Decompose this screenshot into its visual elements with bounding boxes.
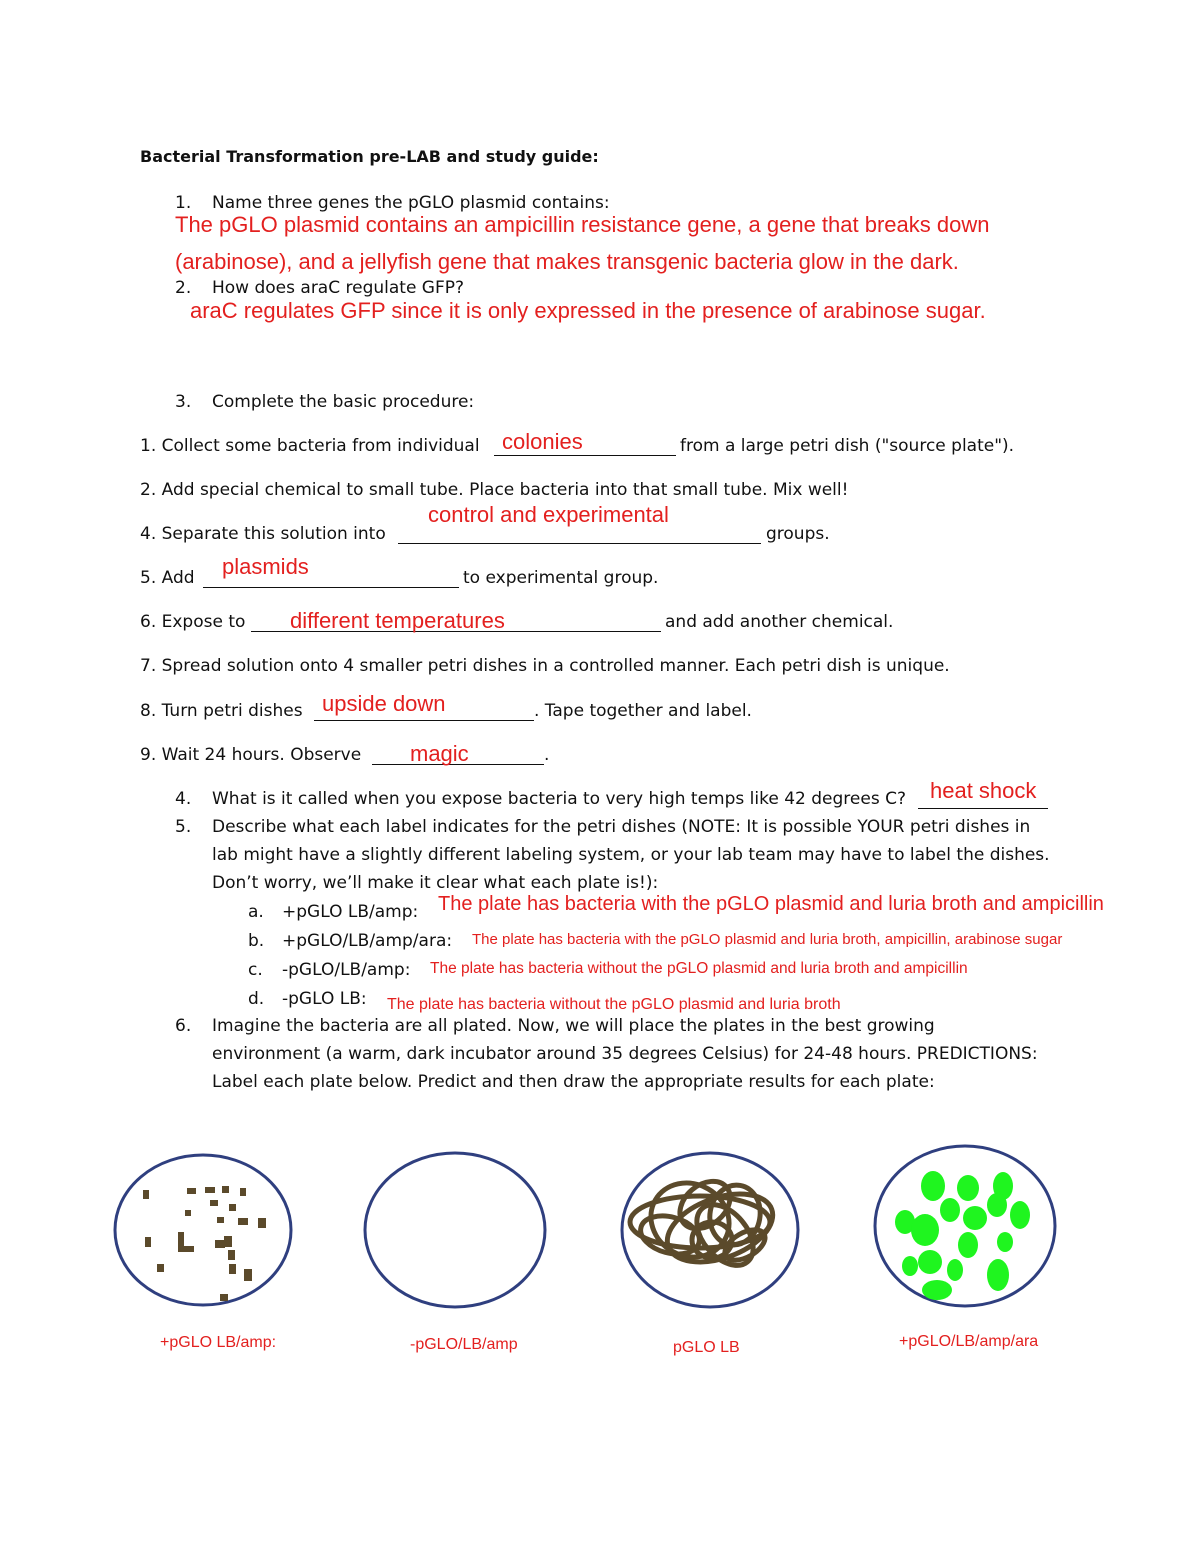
step-7-text: 7. Spread solution onto 4 smaller petri dishes in a controlled manner. Each petri dish is unique. <box>140 656 950 676</box>
step-8-suffix: . Tape together and label. <box>534 701 752 721</box>
label-item-a-label: +pGLO LB/amp: <box>282 902 419 922</box>
label-item-b-label: +pGLO/LB/amp/ara: <box>282 931 453 951</box>
question-5-line1: Describe what each label indicates for the petri dishes (NOTE: It is possible YOUR petri dishes in <box>212 817 1031 837</box>
plate-1-label: +pGLO LB/amp: <box>160 1334 277 1351</box>
label-item-c-answer: The plate has bacteria without the pGLO plasmid and luria broth and ampicillin <box>430 960 968 977</box>
label-item-a-answer: The plate has bacteria with the pGLO plasmid and luria broth and ampicillin <box>438 893 1104 915</box>
step-4-prefix: 4. Separate this solution into <box>140 524 386 544</box>
question-6-line1: Imagine the bacteria are all plated. Now, we will place the plates in the best growing <box>212 1016 935 1036</box>
step-8-blank <box>314 720 534 721</box>
question-4-text: What is it called when you expose bacteria to very high temps like 42 degrees C? <box>212 789 906 809</box>
plate-4-glowing-colonies <box>895 1171 1030 1300</box>
question-2-text: How does araC regulate GFP? <box>212 278 465 298</box>
step-9-suffix: . <box>544 745 550 765</box>
answer-4: heat shock <box>930 778 1037 803</box>
plate-3-label: pGLO LB <box>673 1339 740 1356</box>
plate-1-colonies <box>143 1186 266 1301</box>
plate-2-label: -pGLO/LB/amp <box>410 1336 518 1353</box>
step-6-suffix: and add another chemical. <box>665 612 894 632</box>
plate-3-bacterial-lawn <box>630 1169 782 1276</box>
question-5-line3: Don’t worry, we’ll make it clear what each plate is!): <box>212 873 659 893</box>
step-4-answer: control and experimental <box>428 502 669 527</box>
question-1-number: 1. <box>175 193 192 213</box>
plate-2-rim <box>365 1153 545 1307</box>
question-1-text: Name three genes the pGLO plasmid contains: <box>212 193 610 213</box>
step-4-suffix: groups. <box>766 524 830 544</box>
question-3-text: Complete the basic procedure: <box>212 392 475 412</box>
step-1-blank <box>494 455 676 456</box>
question-6-number: 6. <box>175 1016 192 1036</box>
step-1-answer: colonies <box>502 429 583 454</box>
question-5-line2: lab might have a slightly different labeling system, or your lab team may have to label the dishes. <box>212 845 1050 865</box>
label-item-d-label: -pGLO LB: <box>282 989 367 1009</box>
plate-4-label: +pGLO/LB/amp/ara <box>899 1333 1039 1350</box>
step-5-answer: plasmids <box>222 554 309 579</box>
question-6-line3: Label each plate below. Predict and then draw the appropriate results for each plate: <box>212 1072 935 1092</box>
question-2-number: 2. <box>175 278 192 298</box>
answer-2: araC regulates GFP since it is only expressed in the presence of arabinose sugar. <box>190 298 986 323</box>
step-9-answer: magic <box>410 741 469 766</box>
step-8-answer: upside down <box>322 691 446 716</box>
step-1-prefix: 1. Collect some bacteria from individual <box>140 436 480 456</box>
label-item-b-letter: b. <box>248 931 265 951</box>
question-4-number: 4. <box>175 789 192 809</box>
page-title: Bacterial Transformation pre-LAB and study guide: <box>140 147 599 166</box>
step-1-suffix: from a large petri dish ("source plate"). <box>680 436 1015 456</box>
petri-dish-4 <box>875 1146 1055 1306</box>
answer-1-line2: (arabinose), and a jellyfish gene that makes transgenic bacteria glow in the dark. <box>175 249 959 274</box>
label-item-d-answer: The plate has bacteria without the pGLO plasmid and luria broth <box>387 996 841 1013</box>
question-4-blank <box>918 808 1048 809</box>
step-5-prefix: 5. Add <box>140 568 195 588</box>
question-6-line2: environment (a warm, dark incubator around 35 degrees Celsius) for 24-48 hours. PREDICTIONS: <box>212 1044 1038 1064</box>
step-6-answer: different temperatures <box>290 608 505 633</box>
step-2-text: 2. Add special chemical to small tube. Place bacteria into that small tube. Mix well! <box>140 480 849 500</box>
step-5-suffix: to experimental group. <box>463 568 659 588</box>
step-4-blank <box>398 543 761 544</box>
label-item-a-letter: a. <box>248 902 264 922</box>
petri-dish-2 <box>365 1153 545 1307</box>
petri-dish-1 <box>115 1155 291 1305</box>
step-6-prefix: 6. Expose to <box>140 612 246 632</box>
label-item-b-answer: The plate has bacteria with the pGLO plasmid and luria broth, ampicillin, arabinose sugar <box>472 931 1063 948</box>
petri-dish-3 <box>622 1153 798 1307</box>
step-8-prefix: 8. Turn petri dishes <box>140 701 303 721</box>
petri-dish-drawings <box>0 1140 1200 1320</box>
plate-1-rim <box>115 1155 291 1305</box>
step-9-prefix: 9. Wait 24 hours. Observe <box>140 745 362 765</box>
label-item-d-letter: d. <box>248 989 265 1009</box>
label-item-c-letter: c. <box>248 960 263 980</box>
label-item-c-label: -pGLO/LB/amp: <box>282 960 411 980</box>
question-3-number: 3. <box>175 392 192 412</box>
answer-1-line1: The pGLO plasmid contains an ampicillin resistance gene, a gene that breaks down <box>175 212 990 237</box>
question-5-number: 5. <box>175 817 192 837</box>
step-5-blank <box>203 587 459 588</box>
